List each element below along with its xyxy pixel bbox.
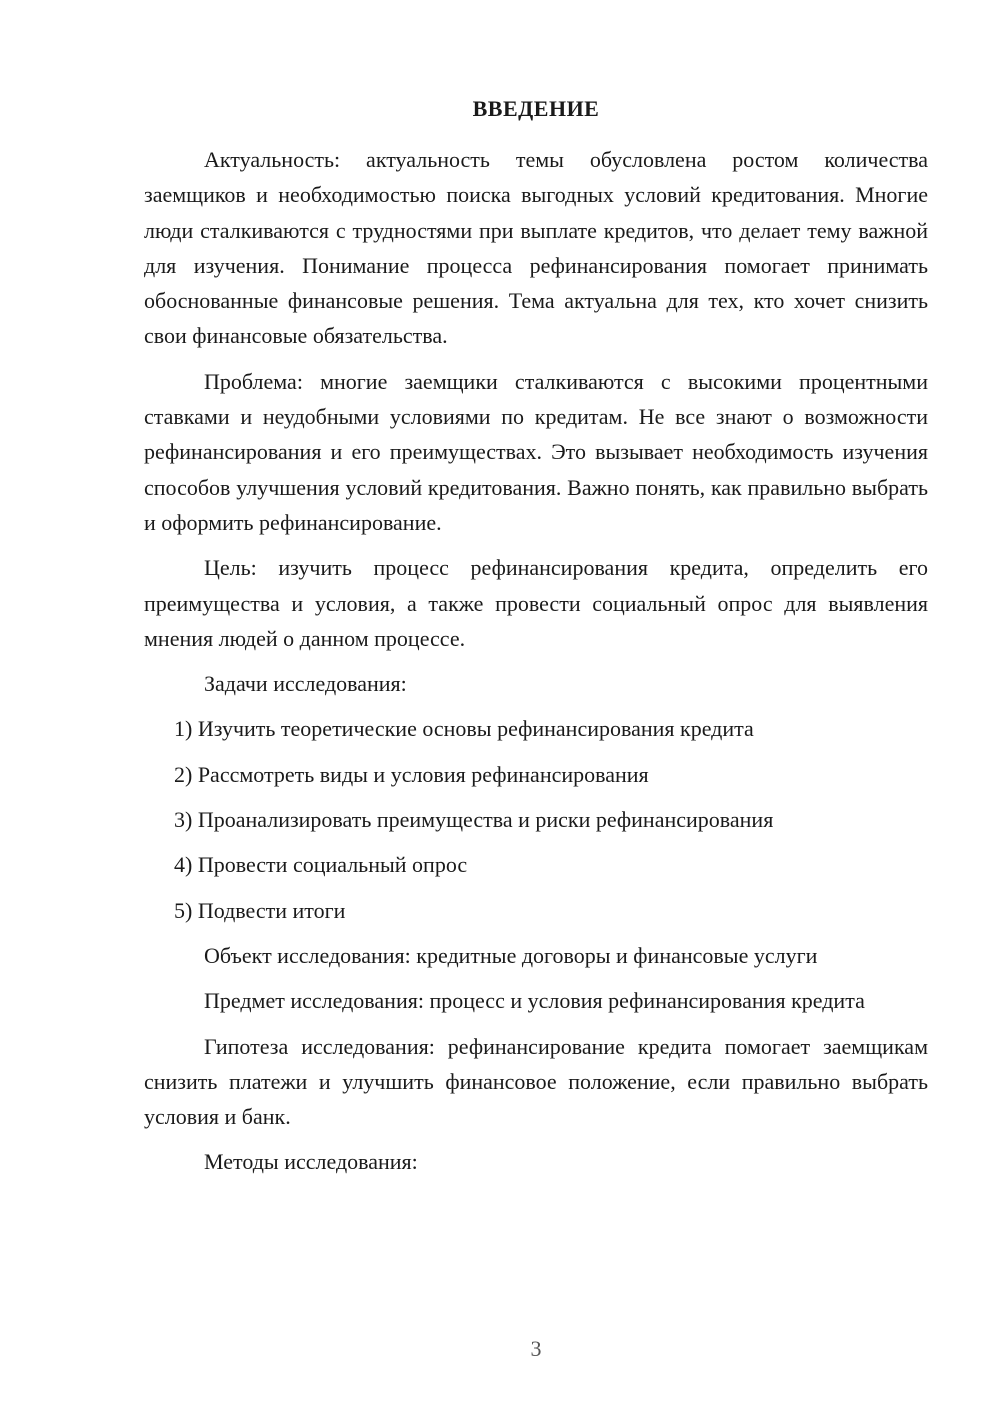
problem-paragraph: Проблема: многие заемщики сталкиваются с высокими процентными ставками и неудобными условиями по кредитам. Не все знают о возможности рефинансирования и его преимуществах. Это вызывает необходимость изучения способов улучшения условий кредитования. Важно понять, как правильно выбрать и оформить рефинансирование. bbox=[144, 368, 928, 535]
subject-paragraph: Предмет исследования: процесс и условия рефинансирования кредита bbox=[204, 988, 865, 1014]
list-item: 2) Рассмотреть виды и условия рефинансирования bbox=[174, 761, 649, 787]
document-body bbox=[144, 142, 928, 1190]
list-item: 4) Провести социальный опрос bbox=[174, 852, 468, 878]
page-title: ВВЕДЕНИЕ bbox=[472, 96, 600, 121]
tasks-heading: Задачи исследования: bbox=[204, 671, 407, 697]
goal-paragraph: Цель: изучить процесс рефинансирования кредита, определить его преимущества и условия, а также провести социальный опрос для выявления мнения людей о данном процессе. bbox=[144, 555, 928, 651]
list-item: 1) Изучить теоретические основы рефинансирования кредита bbox=[174, 716, 754, 742]
page-number: 3 bbox=[530, 1336, 542, 1361]
list-item: 5) Подвести итоги bbox=[174, 897, 346, 923]
list-item: 3) Проанализировать преимущества и риски рефинансирования bbox=[174, 807, 774, 833]
object-paragraph: Объект исследования: кредитные договоры и финансовые услуги bbox=[204, 942, 818, 968]
relevance-paragraph: Актуальность: актуальность темы обусловлена ростом количества заемщиков и необходимостью поиска выгодных условий кредитования. Многие люди сталкиваются с трудностями при выплате кредитов, что делает тему важной для изучения. Понимание процесса рефинансирования помогает принимать обоснованные финансовые решения. Тема актуальна для тех, кто хочет снизить свои финансовые обязательства. bbox=[144, 147, 928, 349]
tasks-list bbox=[144, 711, 928, 927]
methods-heading: Методы исследования: bbox=[204, 1149, 418, 1175]
hypothesis-paragraph: Гипотеза исследования: рефинансирование кредита помогает заемщикам снизить платежи и улучшить финансовое положение, если правильно выбрать условия и банк. bbox=[144, 1033, 928, 1130]
